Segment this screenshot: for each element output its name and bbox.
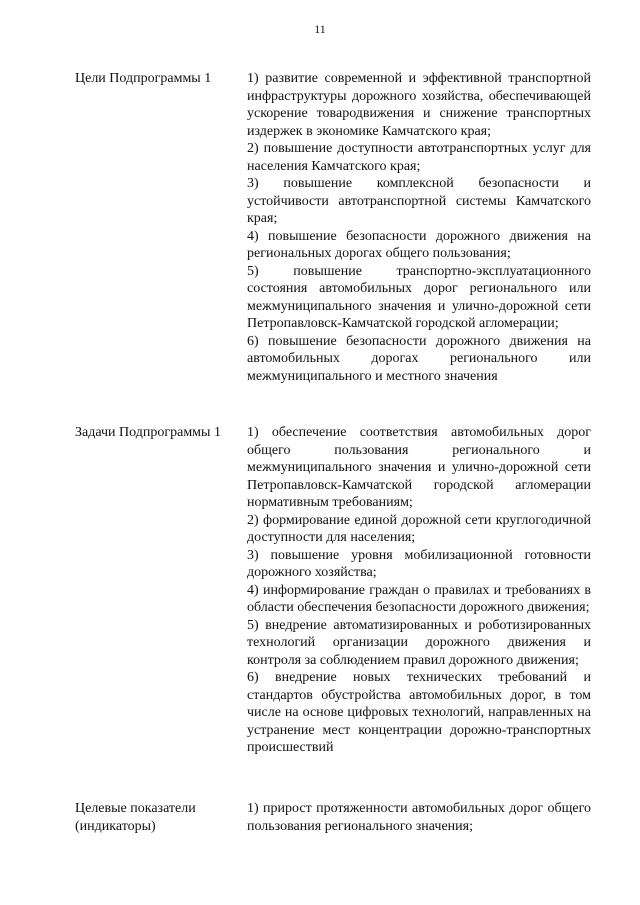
goal-item: 4) повышение безопасности дорожного движения на региональных дорогах общего пользования; (247, 228, 591, 261)
task-item: 4) информирование граждан о правилах и требованиях в области обеспечения безопасности дорожного движения; (247, 582, 591, 615)
goal-item: 1) развитие современной и эффективной транспортной инфраструктуры дорожного хозяйства, обеспечивающей ускорение товародвижения и снижение транспортных издержек в экономике Камчатского края; (247, 71, 591, 139)
goals-content (247, 70, 591, 385)
goals-label: Цели Подпрограммы 1 (75, 71, 212, 86)
tasks-content (247, 424, 591, 757)
goal-item: 2) повышение доступности автотранспортных услуг для населения Камчатского края; (247, 141, 591, 174)
goal-item: 6) повышение безопасности дорожного движения на автомобильных дорогах регионального или межмуниципального и местного значения (247, 333, 591, 384)
page-number: 11 (314, 22, 326, 36)
task-item: 5) внедрение автоматизированных и роботизированных технологий организации дорожного движения и контроля за соблюдением правил дорожного движения; (247, 617, 591, 668)
task-item: 3) повышение уровня мобилизационной готовности дорожного хозяйства; (247, 547, 591, 580)
indicators-label: Целевые показатели (индикаторы) (75, 801, 196, 834)
goal-item: 5) повышение транспортно-эксплуатационного состояния автомобильных дорог регионального или межмуниципального значения и улично-дорожной сети Петропавловск-Камчатской городской агломерации; (247, 263, 591, 331)
task-item: 1) обеспечение соответствия автомобильных дорог общего пользования регионального и межмуниципального значения и улично-дорожной сети Петропавловск-Камчатской городской агломерации нормативным требованиям; (247, 425, 591, 510)
task-item: 6) внедрение новых технических требований и стандартов обустройства автомобильных дорог, в том числе на основе цифровых технологий, направленных на устранение мест концентрации дорожно-транспортных происшествий (247, 670, 591, 755)
indicators-content (247, 800, 591, 835)
goal-item: 3) повышение комплексной безопасности и устойчивости автотранспортной системы Камчатского края; (247, 176, 591, 226)
task-item: 2) формирование единой дорожной сети круглогодичной доступности для населения; (247, 512, 591, 545)
tasks-label: Задачи Подпрограммы 1 (75, 425, 221, 440)
indicator-item: 1) прирост протяженности автомобильных дорог общего пользования регионального значения; (247, 801, 591, 834)
